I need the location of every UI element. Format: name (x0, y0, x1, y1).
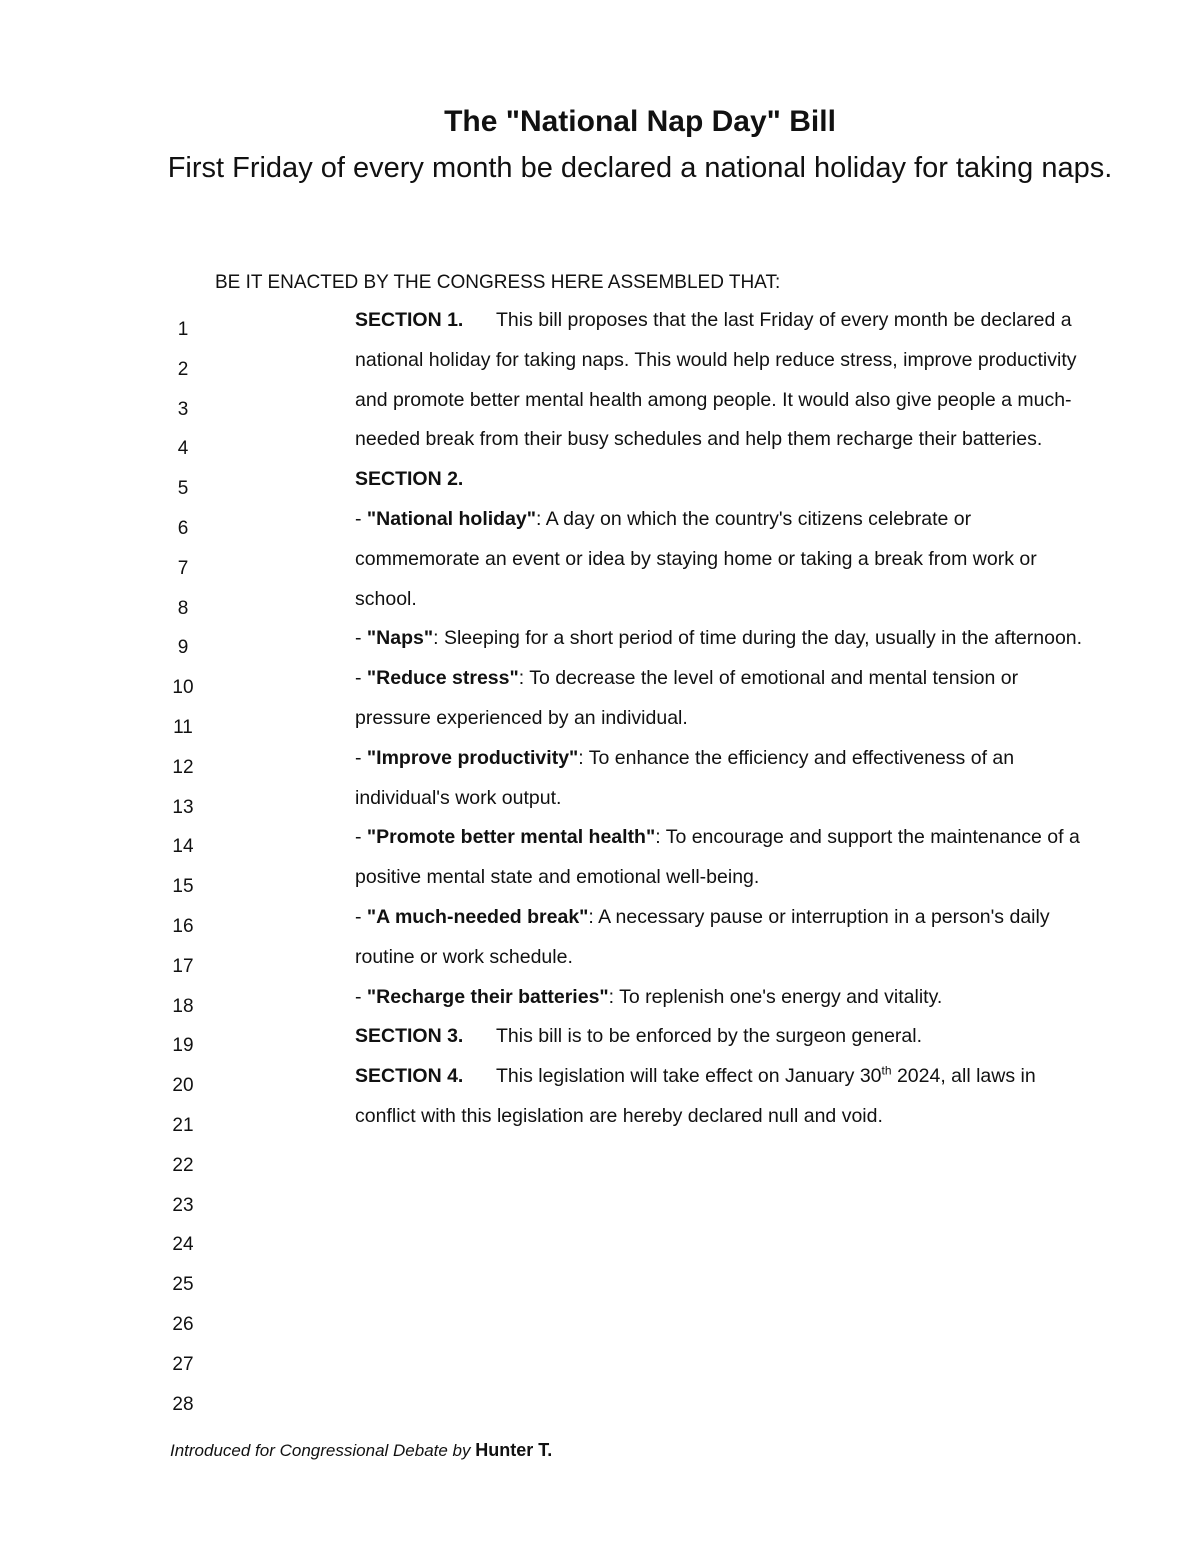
line-number: 14 (172, 836, 194, 858)
line-number: 11 (173, 716, 193, 738)
section-3-label: SECTION 3. (355, 1025, 464, 1048)
enacting-clause: BE IT ENACTED BY THE CONGRESS HERE ASSEMBLED THAT: (215, 272, 781, 293)
line-number: 24 (172, 1234, 194, 1256)
section-3 (355, 1017, 1090, 1057)
definition-item (355, 659, 1090, 739)
definition-text: : To replenish one's energy and vitality. (608, 985, 943, 1008)
definition-item (355, 739, 1090, 819)
line-number: 9 (177, 637, 189, 659)
definition-dash: - (355, 826, 367, 849)
definition-text: : To encourage and support the maintenance of a positive mental state and emotional well-being. (355, 826, 1080, 889)
line-number: 17 (172, 955, 194, 977)
section-3-text: This bill is to be enforced by the surgeon general. (496, 1025, 923, 1048)
definition-item (355, 978, 1090, 1018)
definition-dash: - (355, 667, 367, 690)
line-number: 2 (177, 358, 189, 380)
line-number: 3 (177, 398, 189, 420)
line-number: 21 (172, 1114, 194, 1136)
section-1-label: SECTION 1. (355, 309, 464, 331)
definition-item (355, 500, 1090, 619)
definition-term: "A much-needed break" (366, 905, 589, 928)
footer-author: Hunter T. (475, 1440, 553, 1460)
line-number: 27 (172, 1353, 194, 1375)
line-number-column (158, 310, 208, 1424)
definition-term: "National holiday" (366, 507, 537, 530)
line-number: 12 (172, 756, 194, 778)
definition-text: : A necessary pause or interruption in a person's daily routine or work schedule. (355, 905, 1050, 968)
definition-term: "Promote better mental health" (366, 826, 656, 849)
line-number: 6 (177, 517, 189, 539)
section-2 (355, 460, 1090, 500)
bill-body (355, 301, 1090, 1137)
section-1 (355, 301, 1090, 460)
definition-text: : Sleeping for a short period of time during the day, usually in the afternoon. (433, 627, 1083, 650)
line-number: 13 (172, 796, 194, 818)
definition-dash: - (355, 746, 367, 769)
line-number: 25 (172, 1274, 194, 1296)
section-4 (355, 1057, 1090, 1137)
definition-term: "Reduce stress" (366, 667, 519, 690)
section-4-text-after: 2024, all laws in conflict with this legislation are hereby declared null and void. (355, 1065, 1036, 1127)
line-number: 20 (172, 1075, 194, 1097)
section-2-label: SECTION 2. (355, 468, 464, 491)
bill-title: The "National Nap Day" Bill (444, 105, 836, 138)
definition-item (355, 818, 1090, 898)
line-number: 15 (172, 876, 194, 898)
line-number: 5 (177, 478, 189, 500)
definition-text: : To decrease the level of emotional and mental tension or pressure experienced by an individual. (355, 667, 1019, 729)
definition-dash: - (355, 507, 367, 530)
footer-prefix: Introduced for Congressional Debate by (170, 1441, 476, 1460)
definition-text: : A day on which the country's citizens celebrate or commemorate an event or idea by staying home or taking a break from work or school. (355, 507, 1037, 610)
bill-subtitle: First Friday of every month be declared a national holiday for taking naps. (167, 152, 1113, 184)
line-number: 19 (172, 1035, 194, 1057)
definition-dash: - (355, 985, 367, 1008)
line-number: 28 (172, 1393, 194, 1415)
definition-term: "Naps" (366, 627, 434, 650)
definition-text: : To enhance the efficiency and effectiveness of an individual's work output. (355, 746, 1015, 809)
line-number: 23 (172, 1194, 194, 1216)
definition-term: "Recharge their batteries" (366, 985, 609, 1008)
definition-item (355, 619, 1090, 659)
section-4-label: SECTION 4. (355, 1065, 464, 1088)
line-number: 7 (177, 557, 189, 579)
definitions-list (355, 500, 1090, 1017)
section-4-superscript: th (881, 1063, 892, 1078)
line-number: 4 (177, 438, 189, 460)
definition-dash: - (355, 627, 367, 650)
line-number: 16 (172, 915, 194, 937)
definition-item (355, 898, 1090, 978)
definition-dash: - (355, 905, 367, 928)
line-number: 10 (172, 677, 194, 699)
line-number: 1 (177, 319, 189, 340)
line-number: 26 (172, 1313, 194, 1335)
line-number: 22 (172, 1154, 194, 1176)
definition-term: "Improve productivity" (366, 746, 579, 769)
section-1-text: This bill proposes that the last Friday of every month be declared a national holiday for taking naps. This would help reduce stress, improve productivity and promote better mental health among people. It would also give people a much-needed break from their busy schedules and help them recharge their batteries. (355, 309, 1077, 451)
line-number: 18 (172, 995, 194, 1017)
line-number: 8 (177, 597, 189, 619)
footer-credit (170, 1440, 552, 1461)
section-4-text-before: This legislation will take effect on January 30 (496, 1065, 882, 1088)
